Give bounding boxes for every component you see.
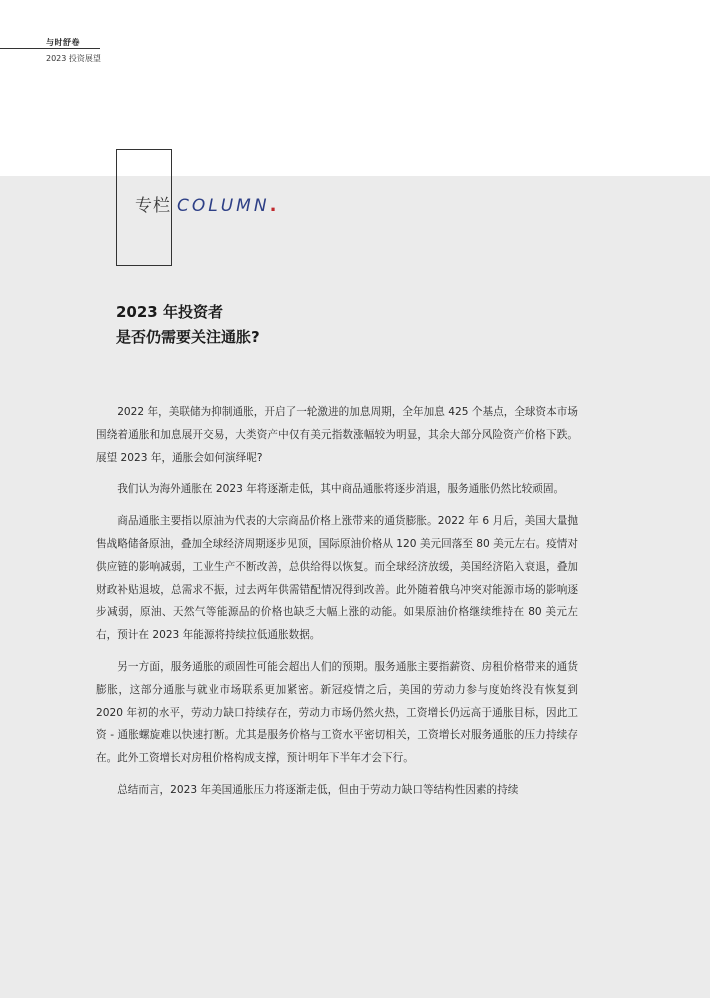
paragraph: 另一方面，服务通胀的顽固性可能会超出人们的预期。服务通胀主要指薪资、房租价格带来的通货膨胀，这部分通胀与就业市场联系更加紧密。新冠疫情之后，美国的劳动力参与度始终没有恢复到 2020 年初的水平，劳动力缺口持续存在，劳动力市场仍然火热，工资增长仍远高于通胀目标，因此工资 - 通胀螺旋难以快速打断。尤其是服务价格与工资水平密切相关，工资增长对服务通胀的压力持续存在。此外工资增长对房租价格构成支撑，预计明年下半年才会下行。 xyxy=(96,660,578,765)
column-label-cn: 专栏 xyxy=(135,196,171,216)
column-label-en: COLUMN xyxy=(177,196,270,216)
column-label xyxy=(135,191,276,216)
article-body xyxy=(96,401,578,811)
article-title xyxy=(116,300,260,350)
article-title-line1: 2023 年投资者 xyxy=(116,303,223,321)
header-title: 与时舒卷 xyxy=(46,38,80,47)
header-divider xyxy=(0,48,100,49)
paragraph: 我们认为海外通胀在 2023 年将逐渐走低，其中商品通胀将逐步消退，服务通胀仍然比较顽固。 xyxy=(117,483,565,496)
article-title-line2: 是否仍需要关注通胀? xyxy=(116,328,260,346)
paragraph: 总结而言，2023 年美国通胀压力将逐渐走低，但由于劳动力缺口等结构性因素的持续 xyxy=(117,783,519,796)
header-subtitle: 2023 投资展望 xyxy=(46,54,101,63)
column-dot: . xyxy=(269,195,277,216)
paragraph: 商品通胀主要指以原油为代表的大宗商品价格上涨带来的通货膨胀。2022 年 6 月后，美国大量抛售战略储备原油，叠加全球经济周期逐步见顶，国际原油价格从 120 美元回落至 80 美元左右。疫情对供应链的影响减弱，工业生产不断改善，总供给得以恢复。而全球经济放缓，美国经济陷入衰退，叠加财政补贴退坡，总需求不振，过去两年供需错配情况得到改善。此外随着俄乌冲突对能源市场的影响逐步减弱，原油、天然气等能源品的价格也缺乏大幅上涨的动能。如果原油价格继续维持在 80 美元左右，预计在 2023 年能源将持续拉低通胀数据。 xyxy=(96,515,578,642)
paragraph: 2022 年，美联储为抑制通胀，开启了一轮激进的加息周期，全年加息 425 个基点，全球资本市场围绕着通胀和加息展开交易，大类资产中仅有美元指数涨幅较为明显，其余大部分风险资产价格下跌。展望 2023 年，通胀会如何演绎呢? xyxy=(96,406,578,464)
